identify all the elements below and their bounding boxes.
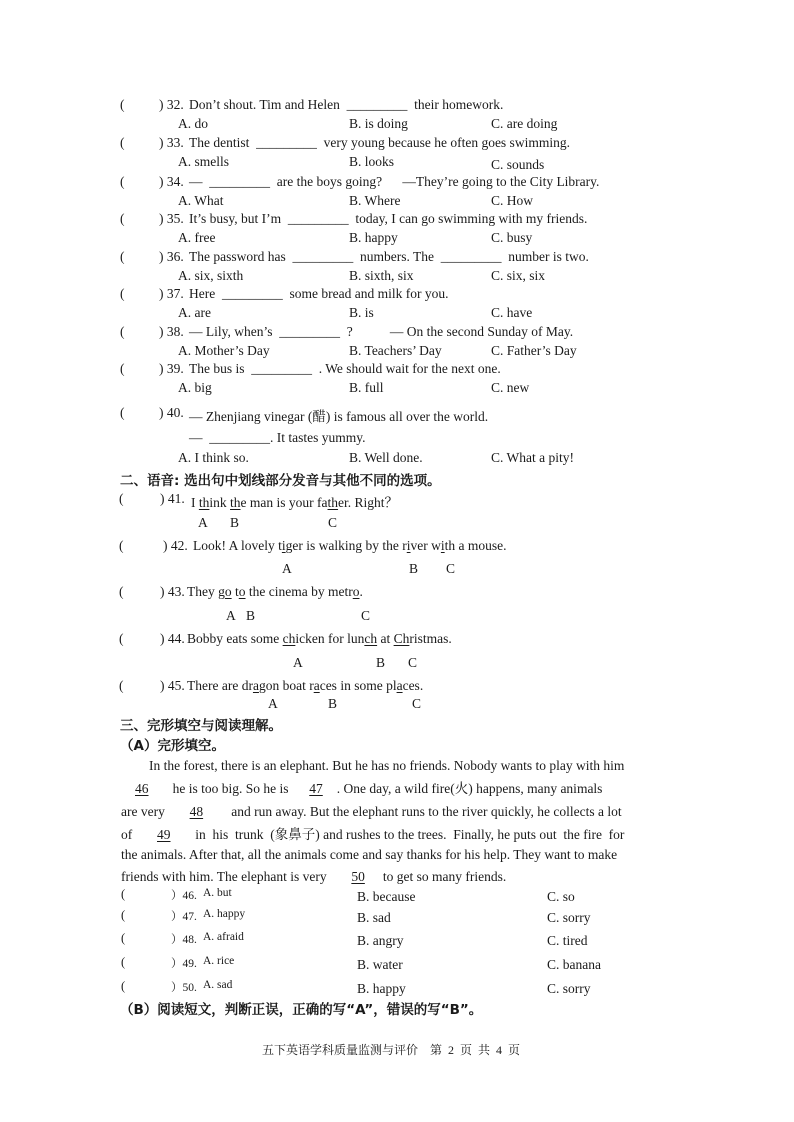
phonetics-sentence: I think the man is your father. Right？ bbox=[191, 495, 399, 510]
phonetics-sentence: They go to the cinema by metro. bbox=[187, 584, 363, 599]
option-a: A. free bbox=[178, 230, 216, 245]
section-2-title: 二、语音: 选出句中划线部分发音与其他不同的选项。 bbox=[120, 473, 441, 489]
passage-line: of 49 in his trunk (象鼻子) and rushes to the trees. Finally, he puts out the fire for bbox=[121, 827, 625, 842]
option-c: C. How bbox=[491, 193, 534, 208]
option-a: A. but bbox=[203, 887, 232, 899]
answer-bracket[interactable]: ( bbox=[119, 538, 124, 553]
answer-bracket[interactable]: ( bbox=[120, 97, 125, 112]
question-text: — Zhenjiang vinegar (醋) is famous all over the world. bbox=[189, 409, 489, 424]
option-a: A. big bbox=[178, 380, 212, 395]
question-text: — Lily, when’s _________ ? — On the second Sunday of May. bbox=[189, 324, 574, 339]
option-b: B. happy bbox=[349, 230, 398, 245]
option-a: A. happy bbox=[203, 908, 246, 920]
answer-bracket[interactable]: ( bbox=[119, 584, 124, 599]
question-number: ）50. bbox=[171, 982, 197, 994]
question-reply: — _________. It tastes yummy. bbox=[189, 430, 366, 445]
option-letter-a: A bbox=[268, 696, 278, 711]
option-letter-c: C bbox=[446, 561, 456, 576]
option-b: B. because bbox=[357, 889, 416, 904]
question-text: The bus is _________ . We should wait for the next one. bbox=[189, 361, 501, 376]
option-a: A. are bbox=[178, 305, 211, 320]
option-letter-a: A bbox=[293, 655, 303, 670]
option-c: C. have bbox=[491, 305, 533, 320]
question-number: ) 35. bbox=[159, 211, 184, 226]
option-letter-c: C bbox=[361, 608, 371, 623]
page-footer: 五下英语学科质量监测与评价 第 2 页 共 4 页 bbox=[262, 1043, 521, 1057]
question-number: ) 32. bbox=[159, 97, 184, 112]
section-3-title: 三、完形填空与阅读理解。 bbox=[120, 718, 282, 734]
passage-line: are very 48 and run away. But the elephant runs to the river quickly, he collects a lot bbox=[121, 804, 622, 819]
phonetics-sentence: Look! A lovely tiger is walking by the river with a mouse. bbox=[193, 538, 507, 553]
question-number: ) 44. bbox=[160, 631, 185, 646]
question-text: — _________ are the boys going? —They’re going to the City Library. bbox=[189, 174, 600, 189]
option-a: A. sad bbox=[203, 979, 233, 991]
question-number: ) 41. bbox=[160, 491, 185, 506]
option-letter-b: B bbox=[230, 515, 240, 530]
answer-bracket[interactable]: ( bbox=[120, 211, 125, 226]
option-letter-a: A bbox=[198, 515, 208, 530]
option-c: C. What a pity! bbox=[491, 450, 574, 465]
option-b: B. is bbox=[349, 305, 374, 320]
answer-bracket[interactable]: ( bbox=[121, 887, 126, 901]
option-b: B. is doing bbox=[349, 116, 408, 131]
question-number: ) 33. bbox=[159, 135, 184, 150]
option-a: A. six, sixth bbox=[178, 268, 244, 283]
phonetics-sentence: There are dragon boat races in some places. bbox=[187, 678, 424, 693]
option-b: B. sad bbox=[357, 910, 391, 925]
question-number: ) 40. bbox=[159, 405, 184, 420]
option-letter-c: C bbox=[408, 655, 418, 670]
option-letter-c: C bbox=[328, 515, 338, 530]
question-text: It’s busy, but I’m _________ today, I can go swimming with my friends. bbox=[189, 211, 588, 226]
option-c: C. busy bbox=[491, 230, 533, 245]
answer-bracket[interactable]: ( bbox=[120, 174, 125, 189]
question-number: ) 34. bbox=[159, 174, 184, 189]
question-number: ) 39. bbox=[159, 361, 184, 376]
option-a: A. I think so. bbox=[178, 450, 249, 465]
option-c: C. so bbox=[547, 889, 575, 904]
part-a-title: （A）完形填空。 bbox=[120, 738, 225, 754]
question-number: ) 38. bbox=[159, 324, 184, 339]
option-letter-b: B bbox=[246, 608, 256, 623]
option-a: A. afraid bbox=[203, 931, 244, 943]
question-number: ) 42. bbox=[163, 538, 188, 553]
option-c: C. banana bbox=[547, 957, 601, 972]
option-a: A. do bbox=[178, 116, 208, 131]
question-text: Don’t shout. Tim and Helen _________ their homework. bbox=[189, 97, 504, 112]
phonetics-sentence: Bobby eats some chicken for lunch at Christmas. bbox=[187, 631, 452, 646]
option-c: C. six, six bbox=[491, 268, 546, 283]
answer-bracket[interactable]: ( bbox=[119, 491, 124, 506]
question-number: ）46. bbox=[171, 890, 197, 902]
question-text: Here _________ some bread and milk for you. bbox=[189, 286, 449, 301]
option-a: A. smells bbox=[178, 154, 230, 169]
question-number: ）48. bbox=[171, 934, 197, 946]
option-letter-c: C bbox=[412, 696, 422, 711]
option-a: A. What bbox=[178, 193, 224, 208]
option-b: B. Where bbox=[349, 193, 401, 208]
option-letter-b: B bbox=[409, 561, 419, 576]
option-letter-b: B bbox=[376, 655, 386, 670]
question-number: ) 36. bbox=[159, 249, 184, 264]
option-letter-a: A bbox=[226, 608, 236, 623]
option-b: B. angry bbox=[357, 933, 404, 948]
option-b: B. Well done. bbox=[349, 450, 423, 465]
passage-line: friends with him. The elephant is very 50 to get so many friends. bbox=[121, 869, 507, 884]
option-b: B. sixth, six bbox=[349, 268, 414, 283]
answer-bracket[interactable]: ( bbox=[120, 286, 125, 301]
option-c: C. sounds bbox=[491, 157, 545, 172]
option-b: B. full bbox=[349, 380, 384, 395]
question-number: ）47. bbox=[171, 911, 197, 923]
passage-line: 46 he is too big. So he is 47 . One day, a wild fire(火) happens, many animals bbox=[135, 781, 603, 796]
answer-bracket[interactable]: ( bbox=[119, 631, 124, 646]
option-c: C. tired bbox=[547, 933, 588, 948]
answer-bracket[interactable]: ( bbox=[121, 931, 126, 945]
option-a: A. Mother’s Day bbox=[178, 343, 270, 358]
answer-bracket[interactable]: ( bbox=[120, 135, 125, 150]
option-c: C. Father’s Day bbox=[491, 343, 577, 358]
option-b: B. water bbox=[357, 957, 403, 972]
option-b: B. happy bbox=[357, 981, 406, 996]
option-letter-b: B bbox=[328, 696, 338, 711]
option-c: C. are doing bbox=[491, 116, 558, 131]
passage-line: In the forest, there is an elephant. But he has no friends. Nobody wants to play with him bbox=[149, 758, 625, 773]
option-b: B. looks bbox=[349, 154, 395, 169]
option-a: A. rice bbox=[203, 955, 235, 967]
answer-bracket[interactable]: ( bbox=[120, 324, 125, 339]
option-b: B. Teachers’ Day bbox=[349, 343, 442, 358]
answer-bracket[interactable]: ( bbox=[119, 678, 124, 693]
answer-bracket[interactable]: ( bbox=[120, 361, 125, 376]
option-letter-a: A bbox=[282, 561, 292, 576]
question-number: ）49. bbox=[171, 958, 197, 970]
option-c: C. sorry bbox=[547, 981, 591, 996]
passage-line: the animals. After that, all the animals come and say thanks for his help. They want to make bbox=[121, 847, 618, 862]
answer-bracket[interactable]: ( bbox=[120, 405, 125, 420]
option-c: C. new bbox=[491, 380, 530, 395]
answer-bracket[interactable]: ( bbox=[121, 955, 126, 969]
question-number: ) 43. bbox=[160, 584, 185, 599]
option-c: C. sorry bbox=[547, 910, 591, 925]
answer-bracket[interactable]: ( bbox=[120, 249, 125, 264]
part-b-title: （B）阅读短文，判断正误，正确的写“A”，错误的写“B”。 bbox=[120, 1002, 483, 1018]
answer-bracket[interactable]: ( bbox=[121, 979, 126, 993]
question-text: The dentist _________ very young because he often goes swimming. bbox=[189, 135, 570, 150]
question-text: The password has _________ numbers. The _________ number is two. bbox=[189, 249, 589, 264]
question-number: ) 45. bbox=[160, 678, 185, 693]
question-number: ) 37. bbox=[159, 286, 184, 301]
answer-bracket[interactable]: ( bbox=[121, 908, 126, 922]
